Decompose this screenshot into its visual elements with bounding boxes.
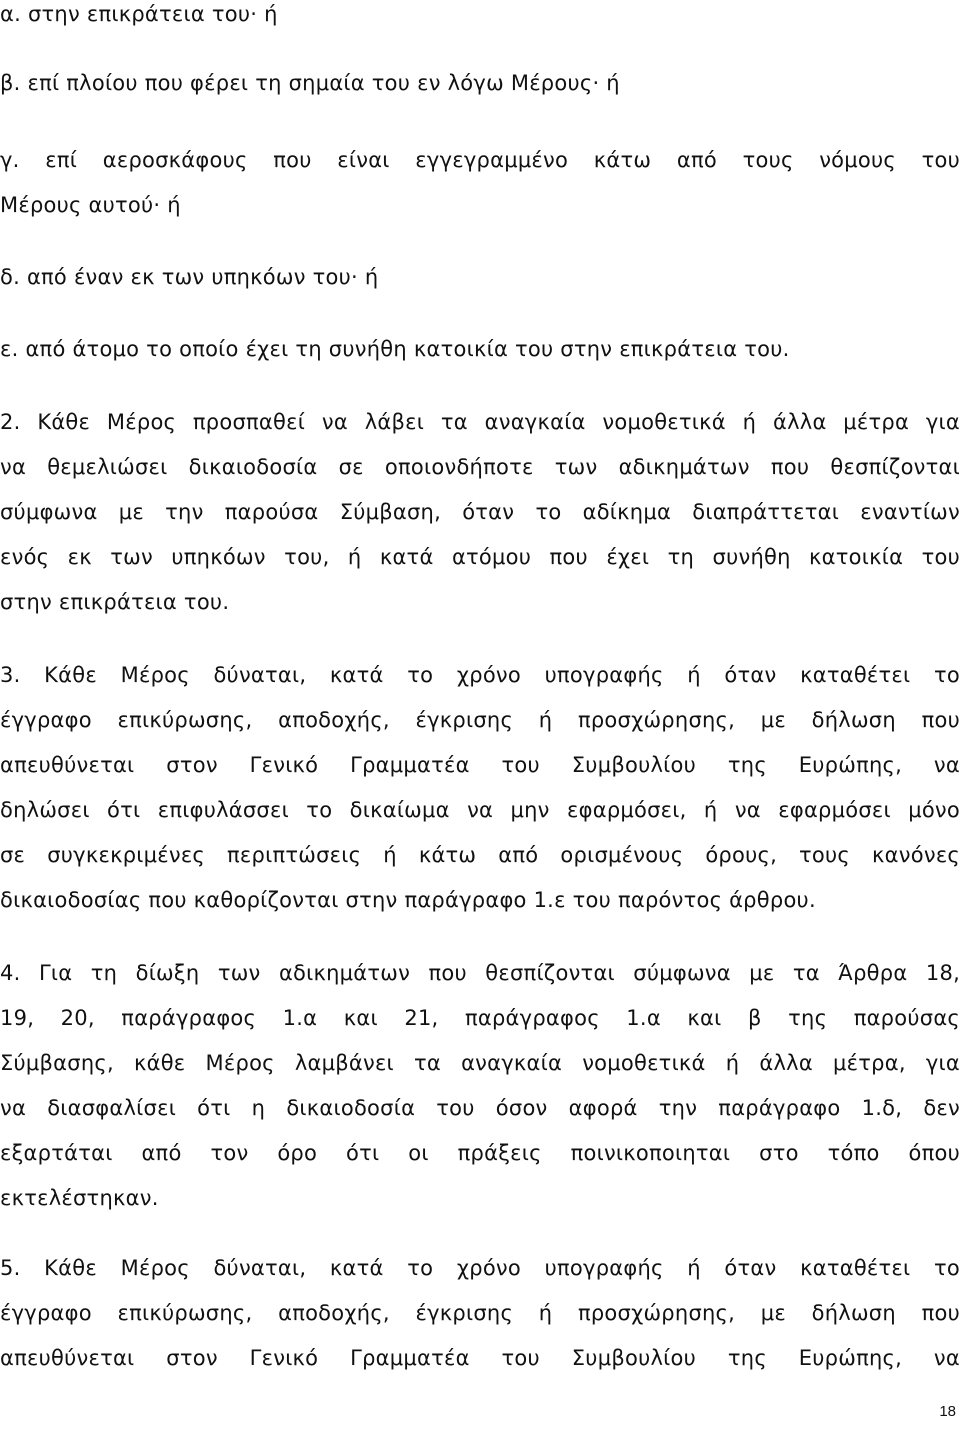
list-item-c-line-2: Μέρους αυτού· ή: [0, 193, 181, 217]
paragraph-3-line: απευθύνεται στον Γενικό Γραμματέα του Συμβουλίου της Ευρώπης, να: [0, 753, 960, 777]
list-item-a: α. στην επικράτεια του· ή: [0, 2, 278, 26]
paragraph-2-line: σύμφωνα με την παρούσα Σύμβαση, όταν το αδίκημα διαπράττεται εναντίων: [0, 500, 960, 524]
paragraph-3-line: δικαιοδοσίας που καθορίζονται στην παράγραφο 1.ε του παρόντος άρθρου.: [0, 888, 816, 912]
paragraph-4-line: 4. Για τη δίωξη των αδικημάτων που θεσπίζονται σύμφωνα με τα Άρθρα 18,: [0, 961, 960, 985]
page-number: 18: [939, 1403, 956, 1420]
list-item-b: β. επί πλοίου που φέρει τη σημαία του εν λόγω Μέρους· ή: [0, 71, 620, 95]
paragraph-4-line: εξαρτάται από τον όρο ότι οι πράξεις ποινικοποιηται στο τόπο όπου: [0, 1141, 960, 1165]
paragraph-5-line: απευθύνεται στον Γενικό Γραμματέα του Συμβουλίου της Ευρώπης, να: [0, 1346, 960, 1370]
paragraph-4-line: Σύμβασης, κάθε Μέρος λαμβάνει τα αναγκαία νομοθετικά ή άλλα μέτρα, για: [0, 1051, 960, 1075]
paragraph-2-line: ενός εκ των υπηκόων του, ή κατά ατόμου που έχει τη συνήθη κατοικία του: [0, 545, 960, 569]
paragraph-5-line: 5. Κάθε Μέρος δύναται, κατά το χρόνο υπογραφής ή όταν καταθέτει το: [0, 1256, 960, 1280]
paragraph-3-line: 3. Κάθε Μέρος δύναται, κατά το χρόνο υπογραφής ή όταν καταθέτει το: [0, 663, 960, 687]
paragraph-2-line: να θεμελιώσει δικαιοδοσία σε οποιονδήποτε των αδικημάτων που θεσπίζονται: [0, 455, 960, 479]
paragraph-3-line: δηλώσει ότι επιφυλάσσει το δικαίωμα να μην εφαρμόσει, ή να εφαρμόσει μόνο: [0, 798, 960, 822]
paragraph-3-line: σε συγκεκριμένες περιπτώσεις ή κάτω από ορισμένους όρους, τους κανόνες: [0, 843, 960, 867]
paragraph-2-line: στην επικράτεια του.: [0, 590, 230, 614]
list-item-d: δ. από έναν εκ των υπηκόων του· ή: [0, 265, 379, 289]
paragraph-2-line: 2. Κάθε Μέρος προσπαθεί να λάβει τα αναγκαία νομοθετικά ή άλλα μέτρα για: [0, 410, 960, 434]
paragraph-3-line: έγγραφο επικύρωσης, αποδοχής, έγκρισης ή προσχώρησης, με δήλωση που: [0, 708, 960, 732]
list-item-c-line-1: γ. επί αεροσκάφους που είναι εγγεγραμμένο κάτω από τους νόμους του: [0, 148, 960, 172]
paragraph-4-line: 19, 20, παράγραφος 1.α και 21, παράγραφος 1.α και β της παρούσας: [0, 1006, 960, 1030]
paragraph-5-line: έγγραφο επικύρωσης, αποδοχής, έγκρισης ή προσχώρησης, με δήλωση που: [0, 1301, 960, 1325]
paragraph-4-line: εκτελέστηκαν.: [0, 1186, 159, 1210]
paragraph-4-line: να διασφαλίσει ότι η δικαιοδοσία του όσον αφορά την παράγραφο 1.δ, δεν: [0, 1096, 960, 1120]
list-item-e: ε. από άτομο το οποίο έχει τη συνήθη κατοικία του στην επικράτεια του.: [0, 337, 790, 361]
